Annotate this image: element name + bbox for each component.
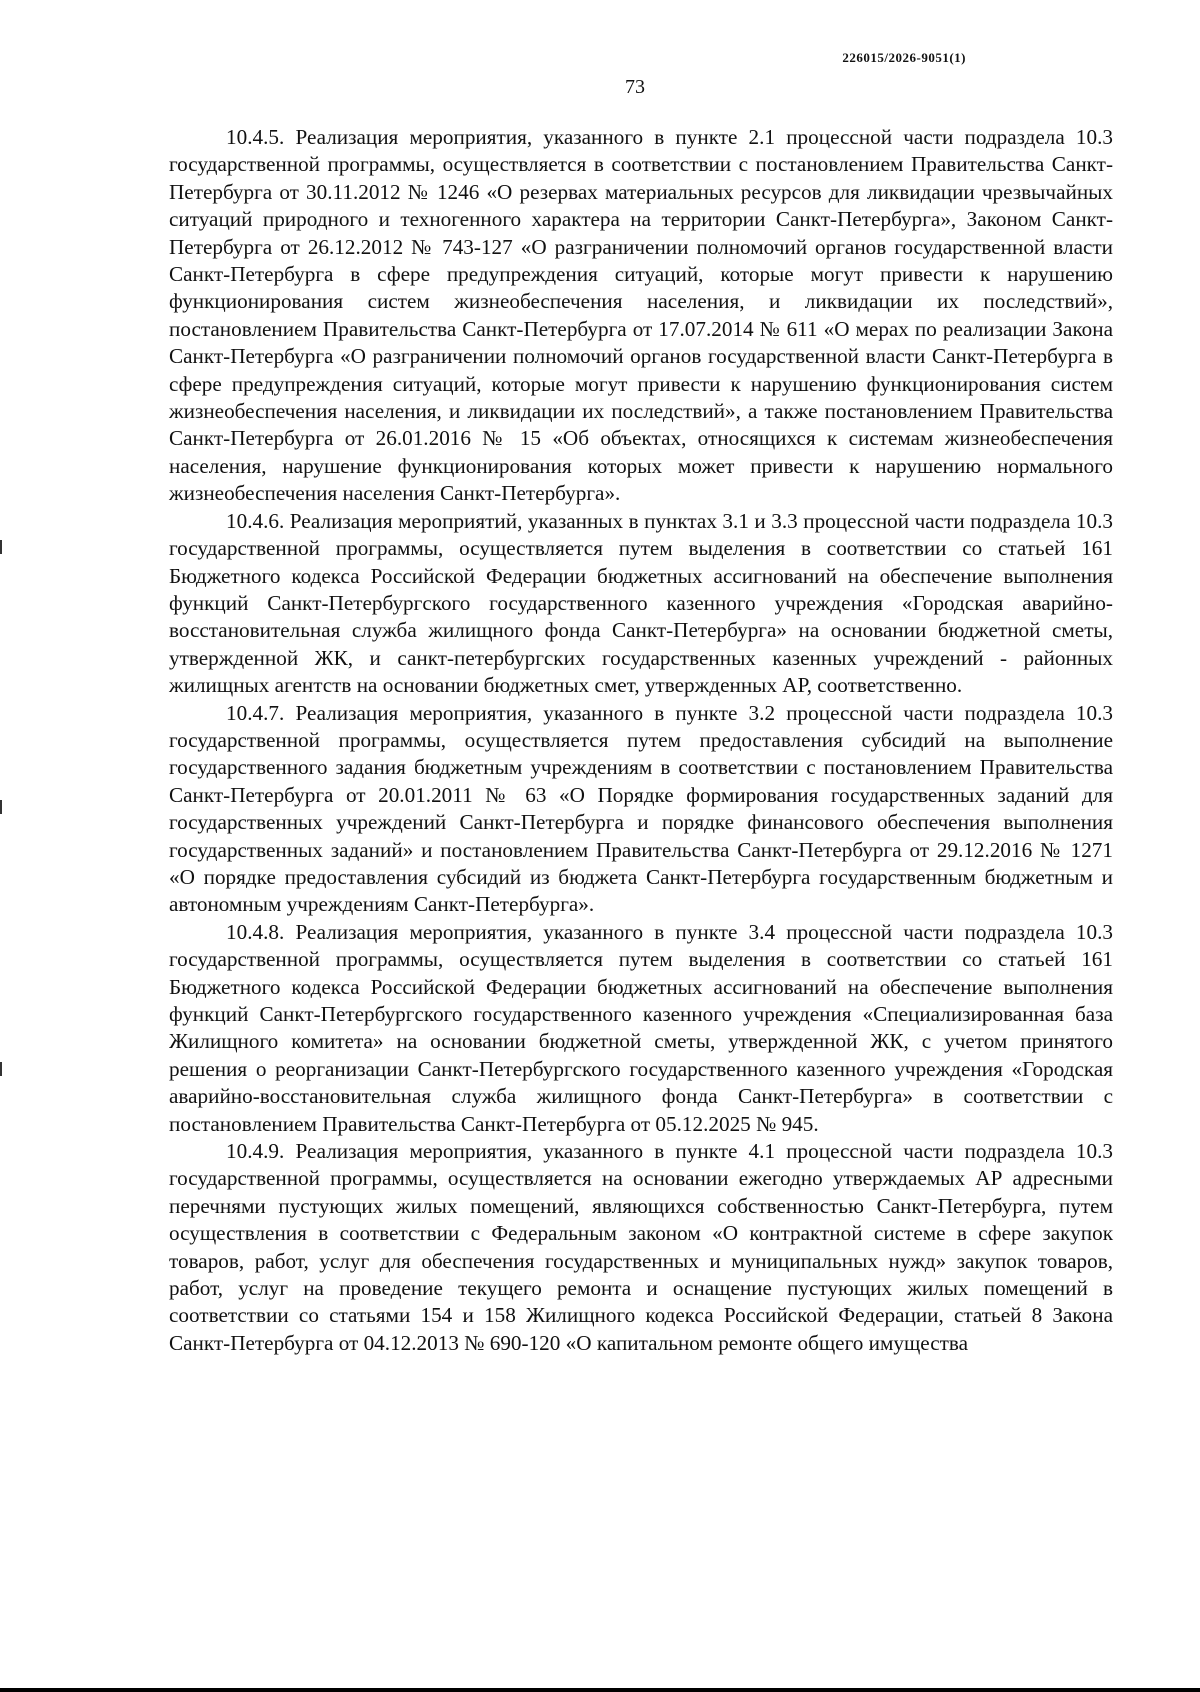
page-number: 73: [625, 76, 645, 98]
document-registration-code: 226015/2026-9051(1): [842, 50, 966, 65]
paragraph-10-4-5: 10.4.5. Реализация мероприятия, указанного в пункте 2.1 процессной части подраздела 10.3 государственной программы, осуществляется в соответствии с постановлением Правительства Санкт-Петербурга от 30.11.2012 № 1246 «О резервах материальных ресурсов для ликвидации чрезвычайных ситуаций природного и техногенного характера на территории Санкт-Петербурга», Законом Санкт-Петербурга от 26.12.2012 № 743-127 «О разграничении полномочий органов государственной власти Санкт-Петербурга в сфере предупреждения ситуаций, которые могут привести к нарушению функционирования систем жизнеобеспечения населения, и ликвидации их последствий», постановлением Правительства Санкт-Петербурга от 17.07.2014 № 611 «О мерах по реализации Закона Санкт-Петербурга «О разграничении полномочий органов государственной власти Санкт-Петербурга в сфере предупреждения ситуаций, которые могут привести к нарушению функционирования систем жизнеобеспечения населения, и ликвидации их последствий», а также постановлением Правительства Санкт-Петербурга от 26.01.2016 № 15 «Об объектах, относящихся к системам жизнеобеспечения населения, нарушение функционирования которых может привести к нарушению нормального жизнеобеспечения населения Санкт-Петербурга».: [169, 125, 1113, 506]
scan-edge-mark: [0, 540, 2, 554]
scan-bottom-edge: [0, 1688, 1200, 1692]
document-body: [169, 124, 1113, 1357]
paragraph-10-4-7: 10.4.7. Реализация мероприятия, указанного в пункте 3.2 процессной части подраздела 10.3 государственной программы, осуществляется путем предоставления субсидий на выполнение государственного задания бюджетным учреждениям в соответствии с постановлением Правительства Санкт-Петербурга от 20.01.2011 № 63 «О Порядке формирования государственных заданий для государственных учреждений Санкт-Петербурга и порядке финансового обеспечения выполнения государственных заданий» и постановлением Правительства Санкт-Петербурга от 29.12.2016 № 1271 «О порядке предоставления субсидий из бюджета Санкт-Петербурга государственным бюджетным и автономным учреждениям Санкт-Петербурга».: [169, 700, 1113, 917]
paragraph-10-4-8: 10.4.8. Реализация мероприятия, указанного в пункте 3.4 процессной части подраздела 10.3 государственной программы, осуществляется путем выделения в соответствии со статьей 161 Бюджетного кодекса Российской Федерации бюджетных ассигнований на обеспечение выполнения функций Санкт-Петербургского государственного казенного учреждения «Специализированная база Жилищного комитета» на основании бюджетной сметы, утвержденной ЖК, с учетом принятого решения о реорганизации Санкт-Петербургского государственного казенного учреждения «Городская аварийно-восстановительная служба жилищного фонда Санкт-Петербурга» в соответствии с постановлением Правительства Санкт-Петербурга от 05.12.2025 № 945.: [169, 919, 1113, 1136]
scan-edge-mark: [0, 800, 2, 814]
scan-edge-mark: [0, 1062, 2, 1076]
paragraph-10-4-6: 10.4.6. Реализация мероприятий, указанных в пунктах 3.1 и 3.3 процессной части подраздела 10.3 государственной программы, осуществляется путем выделения в соответствии со статьей 161 Бюджетного кодекса Российской Федерации бюджетных ассигнований на обеспечение выполнения функций Санкт-Петербургского государственного казенного учреждения «Городская аварийно-восстановительная служба жилищного фонда Санкт-Петербурга» на основании бюджетной сметы, утвержденной ЖК, и санкт-петербургских государственных казенных учреждений - районных жилищных агентств на основании бюджетных смет, утвержденных АР, соответственно.: [169, 508, 1113, 698]
paragraph-10-4-9: 10.4.9. Реализация мероприятия, указанного в пункте 4.1 процессной части подраздела 10.3 государственной программы, осуществляется на основании ежегодно утверждаемых АР адресными перечнями пустующих жилых помещений, являющихся собственностью Санкт-Петербурга, путем осуществления в соответствии с Федеральным законом «О контрактной системе в сфере закупок товаров, работ, услуг для обеспечения государственных и муниципальных нужд» закупок товаров, работ, услуг на проведение текущего ремонта и оснащение пустующих жилых помещений в соответствии со статьями 154 и 158 Жилищного кодекса Российской Федерации, статьей 8 Закона Санкт-Петербурга от 04.12.2013 № 690-120 «О капитальном ремонте общего имущества: [169, 1139, 1113, 1355]
